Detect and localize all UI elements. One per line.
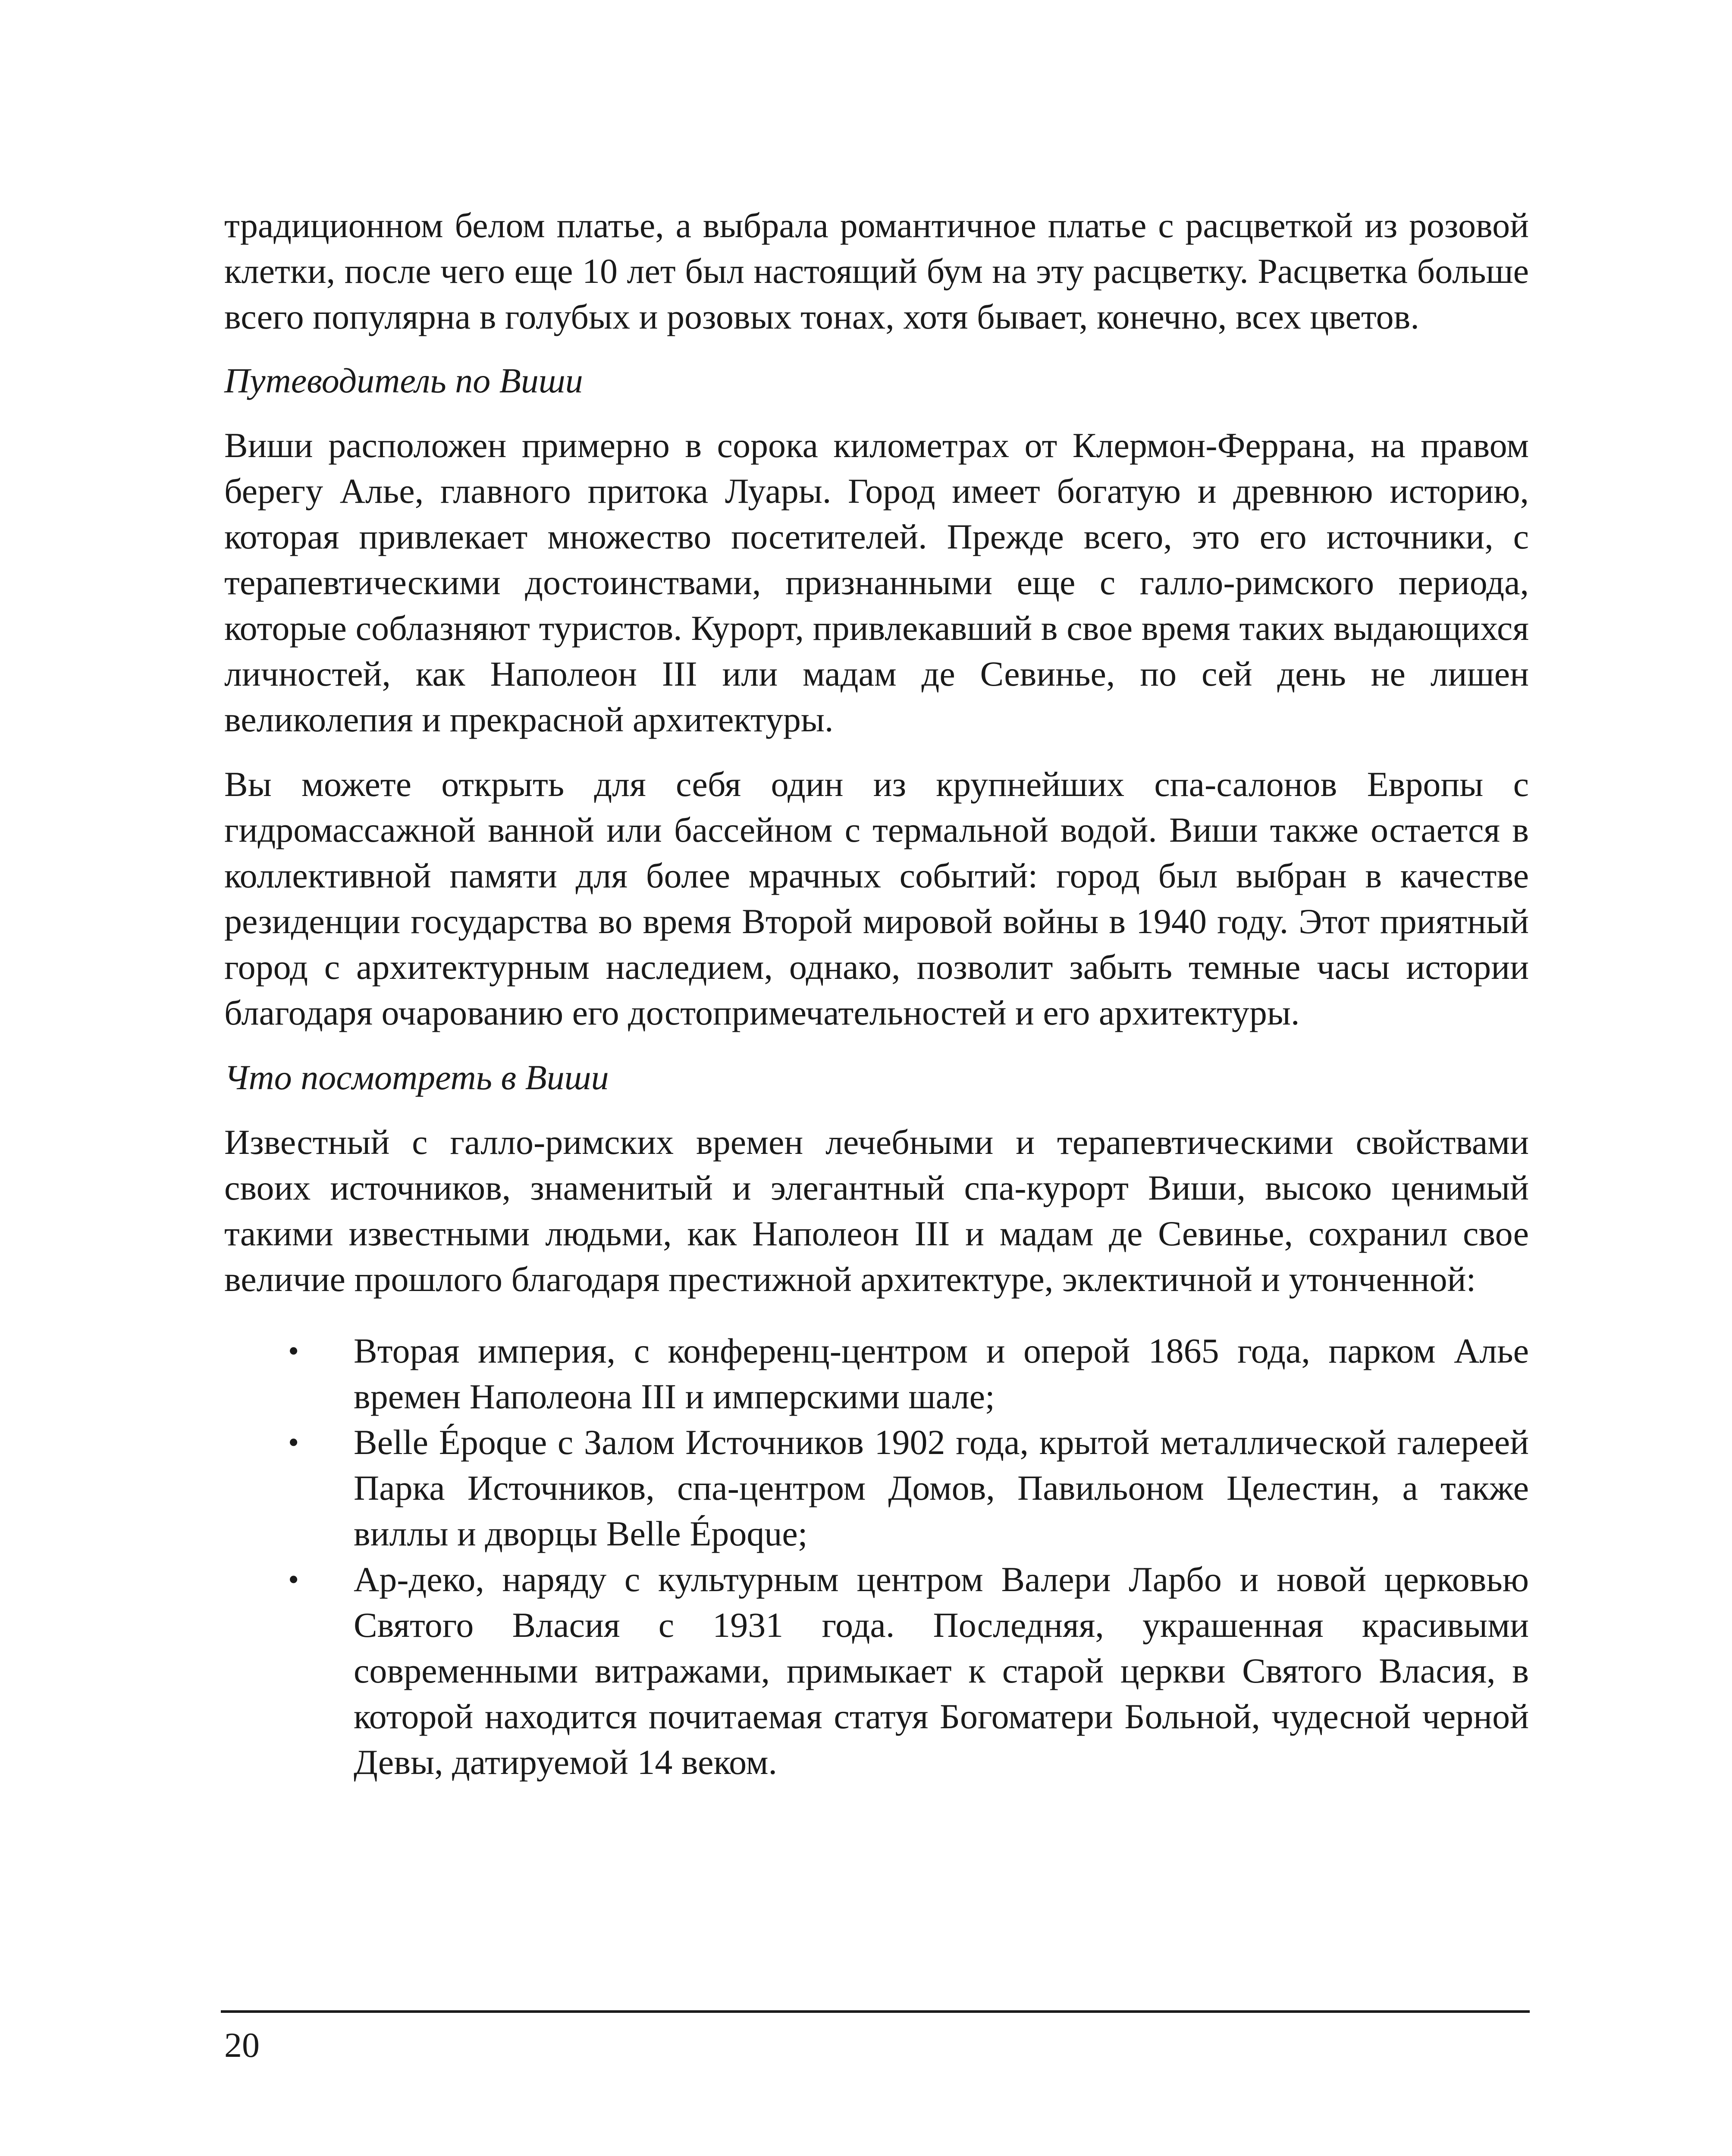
list-item bbox=[224, 1328, 1529, 1420]
section-heading-vichy-guide: Путеводитель по Виши bbox=[224, 361, 583, 400]
paragraph-architecture-intro: Известный с галло-римских времен лечебными и терапевтическими свойствами своих источников, знаменитый и элегантный спа-курорт Виши, высоко ценимый такими известными людьми, как Наполеон III и мадам де Севинье, сохранил свое величие прошлого благодаря престижной архитектуре, эклектичной и утонченной: bbox=[224, 1122, 1529, 1299]
paragraph-continuation: традиционном белом платье, а выбрала романтичное платье с расцветкой из розовой клетки, после чего еще 10 лет был настоящий бум на эту расцветку. Расцветка больше всего популярна в голубых и розовых тонах, хотя бывает, конечно, всех цветов. bbox=[224, 206, 1529, 336]
bullet-icon: • bbox=[288, 1562, 299, 1597]
bullet-icon: • bbox=[288, 1425, 299, 1460]
section-heading-what-to-see: Что посмотреть в Виши bbox=[224, 1058, 609, 1097]
footer-divider bbox=[221, 2010, 1530, 2013]
page-content bbox=[224, 203, 1529, 1785]
bullet-icon: • bbox=[288, 1334, 299, 1368]
list-item-text: Вторая империя, с конференц-центром и оперой 1865 года, парком Алье времен Наполеона III и имперскими шале; bbox=[354, 1331, 1529, 1416]
paragraph-vichy-spa: Вы можете открыть для себя один из крупнейших спа-салонов Европы с гидромассажной ванной или бассейном с термальной водой. Виши также остается в коллективной памяти для более мрачных событий: город был выбран в качестве резиденции государства во время Второй мировой войны в 1940 году. Этот приятный город с архитектурным наследием, однако, позволит забыть темные часы истории благодаря очарованию его достопримечательностей и его архитектуры. bbox=[224, 765, 1529, 1032]
list-item-text: Ар-деко, наряду с культурным центром Валери Ларбо и новой церковью Святого Власия с 1931 года. Последняя, украшенная красивыми современными витражами, примыкает к старой церкви Святого Власия, в которой находится почитаемая статуя Богоматери Больной, чудесной черной Девы, датируемой 14 веком. bbox=[354, 1560, 1529, 1782]
paragraph-vichy-location: Виши расположен примерно в сорока километрах от Клермон-Феррана, на правом берегу Алье, главного притока Луары. Город имеет богатую и древнюю историю, которая привлекает множество посетителей. Прежде всего, это его источники, с терапевтическими достоинствами, признанными еще с галло-римского периода, которые соблазняют туристов. Курорт, привлекавший в свое время таких выдающихся личностей, как Наполеон III или мадам де Севинье, по сей день не лишен великолепия и прекрасной архитектуры. bbox=[224, 426, 1529, 739]
page-number: 20 bbox=[224, 2025, 260, 2065]
architecture-bullet-list bbox=[224, 1328, 1529, 1785]
list-item bbox=[224, 1557, 1529, 1785]
list-item bbox=[224, 1420, 1529, 1557]
list-item-text: Belle Époque с Залом Источников 1902 года, крытой металлической галереей Парка Источников, спа-центром Домов, Павильоном Целестин, а также виллы и дворцы Belle Époque; bbox=[354, 1423, 1529, 1553]
